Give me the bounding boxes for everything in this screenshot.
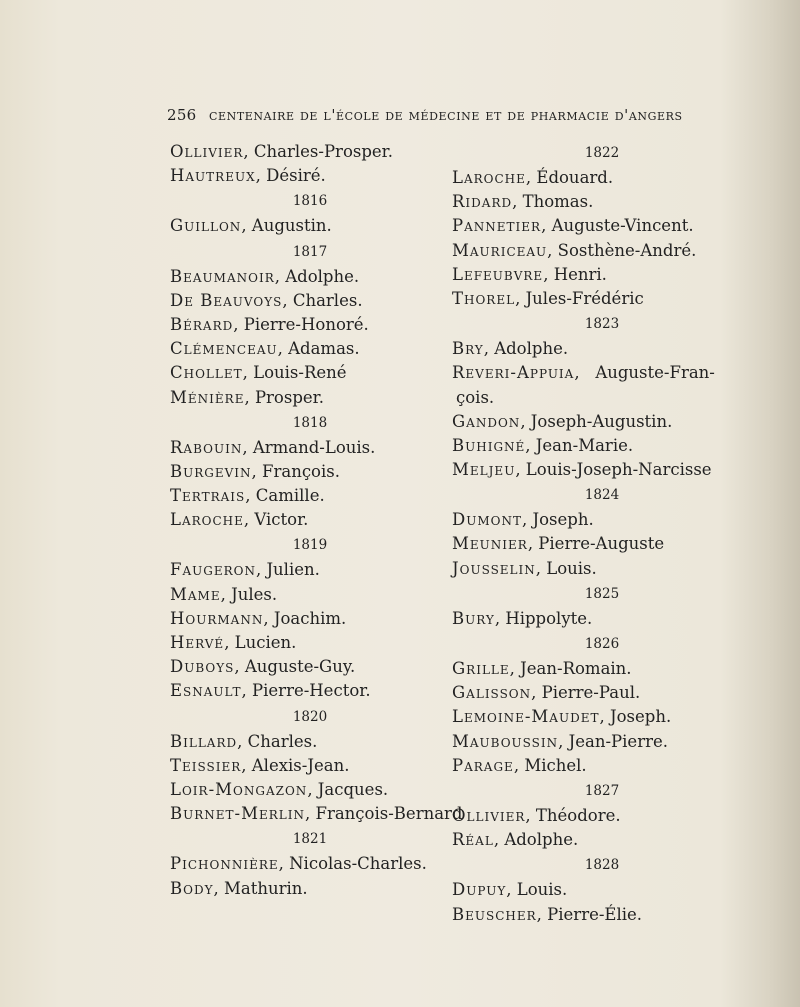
given-names: , Auguste-Vincent. <box>541 216 694 236</box>
student-entry <box>170 361 450 385</box>
surname: Parage <box>452 755 514 775</box>
student-entry <box>170 386 450 410</box>
surname: Reveri-Appuia <box>452 363 575 383</box>
right-column <box>452 140 752 927</box>
given-names: , Auguste-Fran- <box>574 363 715 383</box>
surname: Body <box>170 878 214 898</box>
given-names: , Adamas. <box>277 339 360 359</box>
surname: Grille <box>452 659 510 678</box>
name-continuation: çois. <box>456 387 495 407</box>
student-entry <box>452 287 752 311</box>
student-entry <box>170 631 450 655</box>
surname: Rabouin <box>170 437 243 457</box>
surname: Tertrais <box>170 486 246 506</box>
given-names: , Camille. <box>245 486 325 506</box>
surname: Beuscher <box>452 904 537 924</box>
student-entry <box>170 754 450 778</box>
student-entry <box>170 655 450 679</box>
left-column <box>170 140 463 901</box>
given-names: , Thomas. <box>512 192 594 212</box>
given-names: , François-Bernard <box>305 804 463 824</box>
surname: Ollivier <box>452 805 526 825</box>
student-entry <box>452 434 752 458</box>
surname: Mauriceau <box>452 240 548 260</box>
surname: Teissier <box>170 755 242 775</box>
given-names: , Jean-Romain. <box>509 659 632 678</box>
year-heading: 1828 <box>584 857 620 874</box>
year-heading: 1816 <box>292 193 328 210</box>
surname: Beaumanoir <box>170 266 275 286</box>
surname: Dumont <box>452 510 522 530</box>
page-number: 256 <box>167 106 197 124</box>
student-entry <box>170 337 450 361</box>
surname: Laroche <box>452 168 526 187</box>
given-names: , Pierre-Honoré. <box>233 314 369 334</box>
given-names: , Nicolas-Charles. <box>278 854 427 874</box>
given-names: , Adolphe. <box>274 266 360 286</box>
student-entry <box>170 778 450 802</box>
surname: Guillon <box>170 216 242 236</box>
student-entry <box>452 410 752 434</box>
header-title: centenaire de l'école de médecine et de pharmacie d'angers <box>208 106 683 124</box>
student-entry <box>452 214 752 238</box>
given-names: , Adolphe. <box>483 339 569 359</box>
surname: Mame <box>170 584 221 604</box>
student-entry <box>452 508 752 532</box>
student-entry <box>452 657 752 681</box>
given-names: , Jean-Pierre. <box>558 731 668 751</box>
year-heading: 1825 <box>584 585 620 602</box>
surname: Ridard <box>452 192 513 212</box>
surname: Mauboussin <box>452 731 559 751</box>
surname: Clémenceau <box>170 339 278 359</box>
given-names: , Michel. <box>513 755 587 775</box>
surname: Esnault <box>170 681 242 701</box>
surname: Galisson <box>452 683 532 703</box>
given-names: , Henri. <box>543 264 607 284</box>
surname: Pannetier <box>452 216 542 236</box>
surname: Meunier <box>452 534 528 554</box>
given-names: , Prosper. <box>244 387 324 407</box>
surname: Duboys <box>170 657 235 677</box>
student-entry <box>452 190 752 214</box>
student-entry <box>170 583 450 607</box>
student-entry <box>170 214 450 238</box>
surname: Burnet-Merlin <box>170 804 306 824</box>
year-heading: 1824 <box>584 487 620 504</box>
surname: Gandon <box>452 411 521 431</box>
given-names: , Pierre-Hector. <box>241 681 371 701</box>
year-heading: 1827 <box>584 782 620 799</box>
surname: Billard <box>170 731 238 751</box>
surname: Thorel <box>452 288 516 308</box>
student-entry <box>170 164 450 188</box>
year-heading: 1823 <box>584 316 620 333</box>
surname: Dupuy <box>452 880 507 900</box>
student-entry <box>170 313 450 337</box>
given-names: , Hippolyte. <box>494 608 593 628</box>
surname: Hautreux <box>170 166 256 186</box>
given-names: , Jacques. <box>307 779 389 799</box>
surname: De Beauvoys <box>170 290 283 310</box>
given-names: , Joseph. <box>521 510 594 530</box>
year-heading: 1820 <box>292 708 328 725</box>
running-header <box>167 106 683 124</box>
surname: Ollivier <box>170 142 244 161</box>
given-names: , Pierre-Élie. <box>536 904 643 924</box>
student-entry <box>452 828 752 852</box>
year-heading: 1826 <box>584 636 620 652</box>
given-names: , Jean-Marie. <box>525 435 634 455</box>
given-names: , Désiré. <box>255 166 326 186</box>
student-entry <box>170 679 450 703</box>
year-heading: 1819 <box>292 537 328 554</box>
surname: Bry <box>452 339 484 359</box>
year-heading: 1817 <box>292 243 328 260</box>
year-heading: 1821 <box>292 831 328 848</box>
surname: Lemoine-Maudet <box>452 707 600 727</box>
given-names: , Louis. <box>535 558 597 578</box>
given-names: , Augustin. <box>241 216 332 236</box>
given-names: , Louis-Joseph-Narcisse <box>515 460 712 480</box>
surname: Faugeron <box>170 560 256 580</box>
student-entry <box>452 263 752 287</box>
given-names: , Mathurin. <box>213 878 308 898</box>
given-names: , Charles-Prosper. <box>243 142 393 161</box>
given-names: , Louis. <box>506 880 568 900</box>
student-entry <box>452 730 752 754</box>
given-names: , Louis-René <box>242 363 347 383</box>
given-names: , Auguste-Guy. <box>234 657 356 677</box>
student-entry <box>452 903 752 927</box>
student-entry <box>452 166 752 190</box>
given-names: , Jules-Frédéric <box>515 288 644 308</box>
student-entry <box>452 804 752 828</box>
surname: Pichonnière <box>170 854 279 874</box>
year-heading: 1818 <box>292 414 328 431</box>
student-entry <box>170 436 450 460</box>
given-names: , Alexis-Jean. <box>241 755 350 775</box>
surname: Réal <box>452 830 494 850</box>
student-entry <box>452 337 752 361</box>
given-names: , Adolphe. <box>493 830 579 850</box>
surname: Bury <box>452 608 495 628</box>
student-entry <box>452 878 752 902</box>
given-names: , Armand-Louis. <box>242 437 376 457</box>
student-entry <box>170 852 450 876</box>
surname: Hourmann <box>170 608 264 628</box>
student-entry <box>452 239 752 263</box>
student-entry <box>452 361 752 385</box>
student-entry <box>452 607 752 631</box>
surname: Chollet <box>170 363 243 383</box>
student-entry <box>170 508 450 532</box>
surname: Bérard <box>170 314 234 334</box>
student-entry <box>170 289 450 313</box>
given-names: , Charles. <box>237 731 318 751</box>
student-entry <box>452 754 752 778</box>
given-names: , Victor. <box>243 510 309 530</box>
given-names: , Édouard. <box>525 168 614 187</box>
student-entry <box>170 140 450 164</box>
surname: Burgevin <box>170 461 252 481</box>
given-names: , Joseph. <box>599 707 672 727</box>
student-entry <box>170 802 463 826</box>
surname: Jousselin <box>452 558 536 578</box>
surname: Lefeubvre <box>452 264 544 284</box>
given-names: , Joachim. <box>263 608 347 628</box>
student-entry <box>452 532 752 556</box>
surname: Hervé <box>170 633 225 652</box>
student-entry <box>452 681 752 705</box>
student-entry <box>170 484 450 508</box>
given-names: , Jules. <box>220 584 278 604</box>
student-entry <box>170 877 450 901</box>
given-names: , Joseph-Augustin. <box>520 411 673 431</box>
given-names: , Charles. <box>282 290 363 310</box>
surname: Ménière <box>170 387 245 407</box>
given-names: , Julien. <box>255 560 320 580</box>
given-names: , Pierre-Auguste <box>527 534 665 554</box>
student-entry <box>170 607 450 631</box>
given-names: , Sosthène-André. <box>547 240 697 260</box>
surname: Laroche <box>170 510 244 530</box>
student-entry <box>170 265 450 289</box>
given-names: , François. <box>251 461 340 481</box>
student-entry <box>170 558 450 582</box>
given-names: , Théodore. <box>525 805 621 825</box>
year-heading: 1822 <box>584 145 620 161</box>
student-entry <box>170 460 450 484</box>
student-entry <box>452 458 752 482</box>
surname: Meljeu <box>452 460 516 480</box>
surname: Loir-Mongazon <box>170 779 308 799</box>
given-names: , Lucien. <box>224 633 297 652</box>
student-entry <box>452 705 752 729</box>
given-names: , Pierre-Paul. <box>531 683 641 703</box>
surname: Buhigné <box>452 435 526 455</box>
student-entry <box>170 730 450 754</box>
student-entry <box>452 557 752 581</box>
